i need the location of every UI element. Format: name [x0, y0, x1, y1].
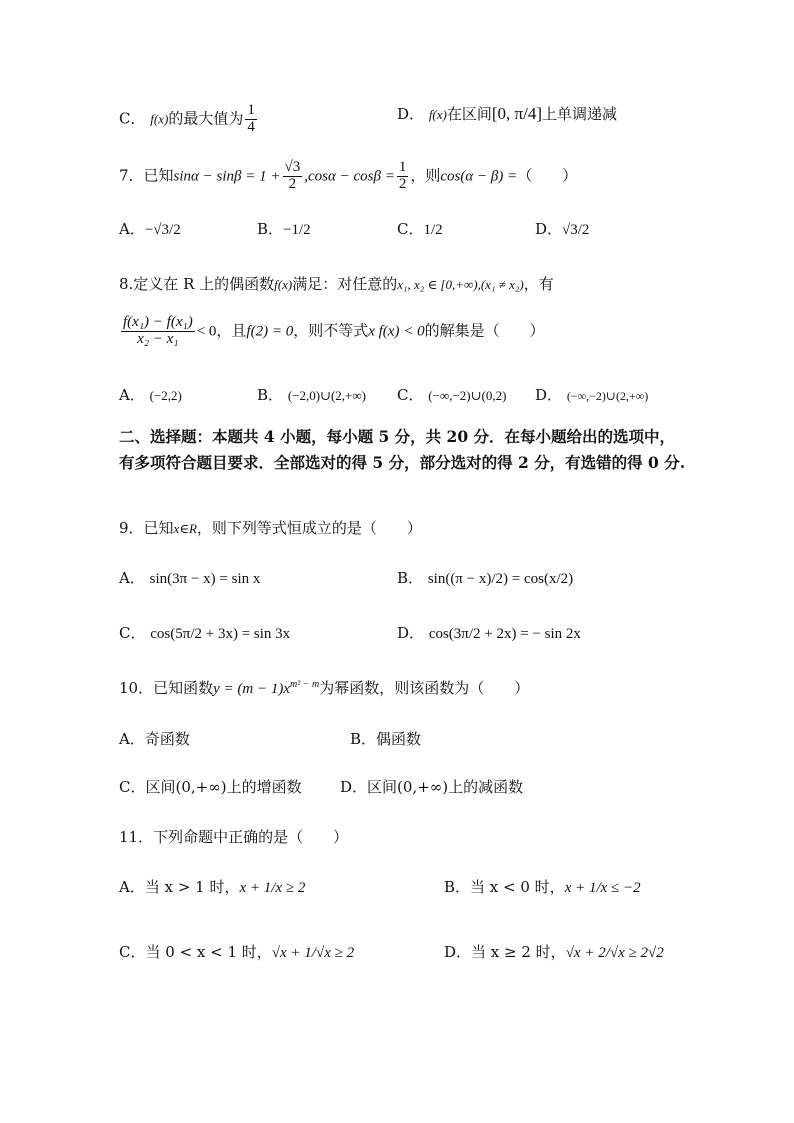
option-label: C． — [119, 109, 146, 128]
q10-stem — [119, 677, 529, 698]
option-label: A． — [119, 569, 145, 587]
option-value: 1/2 — [423, 222, 443, 238]
math-expr: < 0 — [196, 323, 217, 340]
option-label: D． — [444, 943, 472, 961]
option-label: D． — [397, 105, 425, 123]
q9-option-c — [119, 622, 290, 643]
option-value: −1/2 — [283, 222, 311, 238]
q8-stem-line1 — [119, 273, 554, 294]
option-text: 当 x ≥ 2 时， — [471, 943, 566, 961]
math-expr: x∈R — [173, 521, 197, 536]
option-value: x + 1/x ≥ 2 — [239, 880, 306, 896]
option-value: x + 1/x ≤ −2 — [564, 880, 641, 896]
option-label: B． — [350, 730, 377, 748]
q9-stem — [119, 517, 422, 538]
q7-option-a — [119, 218, 181, 239]
math-interval: [0, π/4] — [491, 104, 543, 123]
q6-option-d — [397, 103, 617, 124]
option-label: B． — [397, 569, 424, 587]
option-value: cos(3π/2 + 2x) = − sin 2x — [428, 626, 581, 642]
question-text: ，则下列等式恒成立的是（ ） — [196, 519, 422, 537]
question-number: 9．已知 — [119, 519, 174, 537]
math-fx: f(x) — [428, 107, 447, 122]
option-label: C． — [119, 943, 146, 961]
option-label: D． — [535, 220, 563, 238]
option-value: sin(3π − x) = sin x — [149, 571, 261, 587]
option-label: D． — [340, 778, 368, 796]
option-label: A． — [119, 386, 145, 404]
q11-option-c — [119, 941, 354, 962]
option-text: 在区间 — [446, 105, 492, 123]
math-expr: sinα − sinβ = 1 + — [173, 168, 281, 185]
option-label: B． — [444, 878, 471, 896]
option-text: 区间(0,+∞)上的增函数 — [145, 778, 302, 796]
option-value: cos(5π/2 + 3x) = sin 3x — [150, 626, 291, 642]
option-label: B． — [257, 386, 284, 404]
fraction-den: 2 — [398, 175, 407, 192]
q10-option-b — [350, 728, 421, 749]
math-expr: x f(x) < 0 — [368, 323, 425, 340]
question-text: ，有 — [523, 275, 554, 293]
option-text: 当 x > 1 时， — [144, 878, 240, 896]
math-fx: f(x) — [150, 111, 169, 127]
section-heading: 二、选择题：本题共 4 小题，每小题 5 分，共 20 分．在每小题给出的选项中，有多项符合题目要求．全部选对的得 5 分，部分选对的得 2 分，有选错的得 0 分. — [119, 427, 686, 472]
fraction-den: 2 — [288, 175, 297, 192]
fraction — [121, 315, 195, 348]
fraction-den: x₂ − x₁ — [137, 330, 179, 347]
q7-stem — [119, 160, 577, 193]
fraction-num: 1 — [398, 159, 407, 175]
option-value: −√3/2 — [144, 222, 181, 238]
q8-stem-line2 — [119, 315, 545, 348]
question-text: ，则不等式 — [293, 321, 369, 340]
q10-option-d — [340, 776, 523, 797]
q11-option-b — [444, 876, 641, 897]
option-value: (−∞,−2)∪(2,+∞) — [566, 389, 649, 403]
q11-option-d — [444, 941, 664, 962]
q9-option-d — [397, 622, 581, 643]
question-text: ，则 — [410, 166, 441, 185]
q7-option-c — [397, 218, 443, 239]
question-text: ，且 — [216, 321, 247, 340]
question-text: 的解集是（ ） — [424, 321, 545, 340]
option-value: √3/2 — [562, 222, 590, 238]
option-label: A． — [119, 878, 145, 896]
option-value: (−2,2) — [149, 388, 182, 403]
option-text: 偶函数 — [376, 730, 422, 748]
question-number: 10．已知函数 — [119, 679, 214, 697]
fraction — [397, 160, 409, 193]
q11-stem — [119, 826, 348, 847]
fraction — [283, 160, 303, 193]
math-exponent: m² − m — [289, 679, 320, 690]
q8-option-b — [257, 384, 366, 405]
question-text: 为幂函数，则该函数为（ ） — [319, 679, 530, 697]
fraction-num: f(x₁) − f(x₁) — [123, 314, 193, 330]
q7-option-b — [257, 218, 311, 239]
option-label: A． — [119, 730, 145, 748]
option-value: (−∞,−2)∪(0,2) — [428, 388, 507, 403]
option-text: 的最大值为 — [168, 109, 244, 128]
q7-option-d — [535, 218, 589, 239]
fraction-num: √3 — [284, 159, 301, 175]
option-label: D． — [397, 624, 425, 642]
question-text: 11．下列命题中正确的是（ ） — [119, 828, 349, 846]
math-expr: cos(α − β) = — [440, 168, 518, 185]
option-text: 上单调递减 — [542, 105, 618, 123]
option-value: (−2,0)∪(2,+∞) — [287, 388, 366, 403]
fraction-den: 4 — [247, 118, 255, 135]
option-value: sin((π − x)/2) = cos(x/2) — [427, 571, 574, 587]
math-expr: f(2) = 0 — [246, 323, 294, 340]
q9-option-a — [119, 567, 260, 588]
option-label: A． — [119, 220, 145, 238]
option-label: D． — [535, 386, 563, 404]
option-label: C． — [119, 624, 146, 642]
question-text: 8.定义在 R 上的偶函数 — [119, 275, 275, 293]
fraction — [245, 103, 257, 136]
option-value: √x + 1/√x ≥ 2 — [271, 945, 355, 961]
q8-option-a — [119, 384, 182, 405]
q11-option-a — [119, 876, 305, 897]
question-number: 7．已知 — [119, 166, 174, 185]
q10-option-c — [119, 776, 302, 797]
option-label: C． — [397, 386, 424, 404]
q8-option-d — [535, 384, 648, 405]
option-text: 奇函数 — [144, 730, 190, 748]
option-label: C． — [397, 220, 424, 238]
question-text: 满足：对任意的 — [292, 275, 398, 293]
math-expr: x₁, x₂ ∈ [0,+∞),(x₁ ≠ x₂) — [397, 277, 524, 292]
q6-option-c — [119, 103, 259, 136]
option-text: 当 x < 0 时， — [470, 878, 565, 896]
math-expr: y = (m − 1)x — [213, 681, 290, 697]
answer-blank: （ ） — [517, 166, 578, 185]
math-fx: f(x) — [274, 277, 293, 292]
math-expr: ,cosα − cosβ = — [304, 168, 395, 185]
option-value: √x + 2/√x ≥ 2√2 — [565, 945, 664, 961]
fraction-num: 1 — [247, 102, 255, 118]
q10-option-a — [119, 728, 190, 749]
option-label: B． — [257, 220, 284, 238]
q9-option-b — [397, 567, 573, 588]
q8-option-c — [397, 384, 506, 405]
option-text: 区间(0,+∞)上的减函数 — [367, 778, 524, 796]
option-text: 当 0 < x < 1 时， — [145, 943, 272, 961]
option-label: C． — [119, 778, 146, 796]
